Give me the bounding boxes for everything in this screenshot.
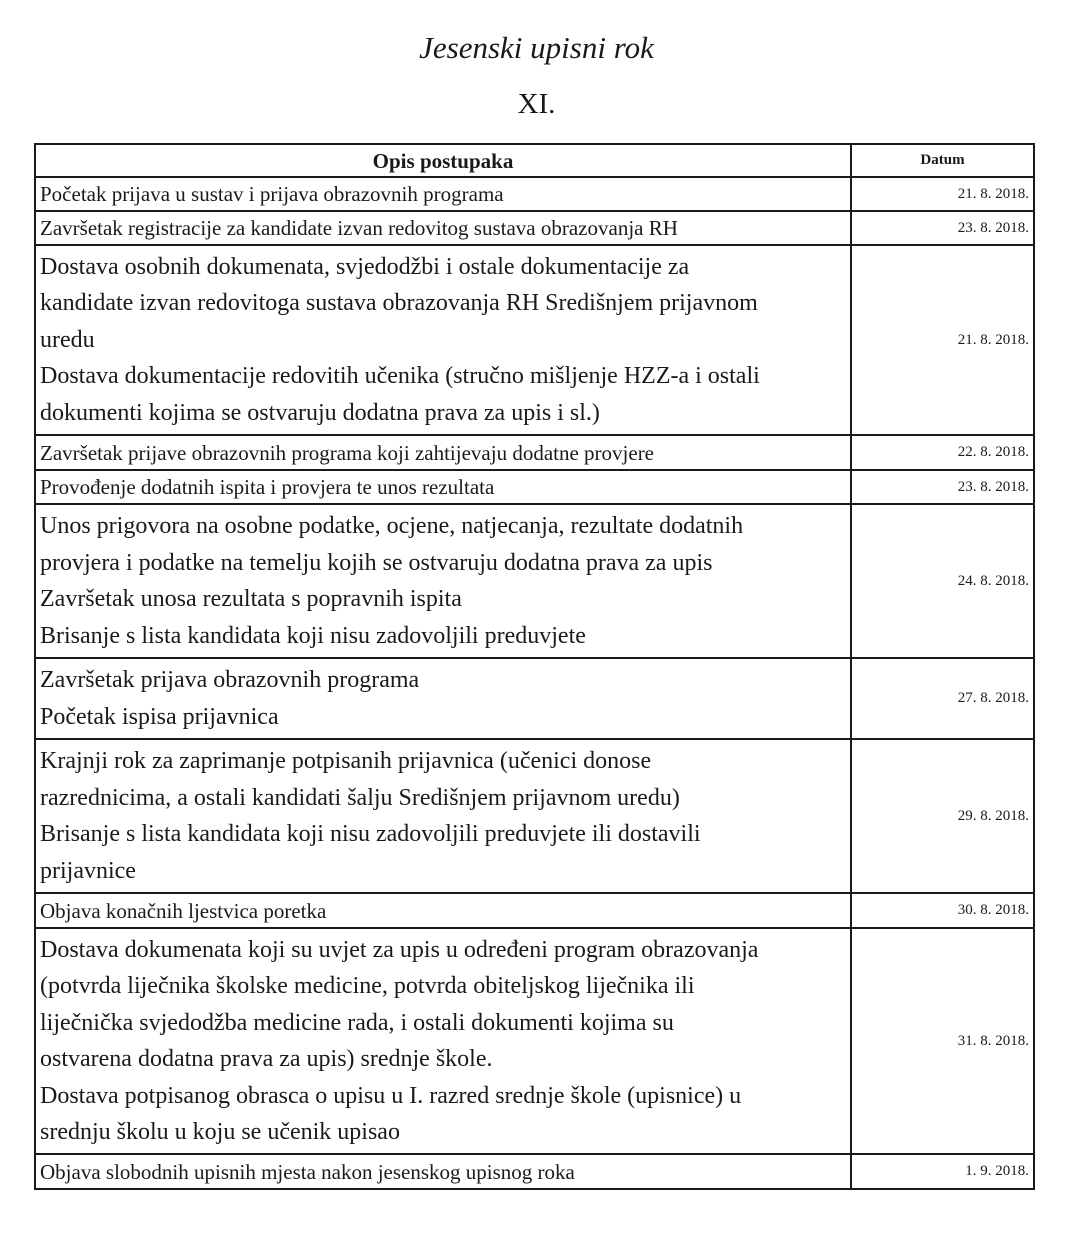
description-line: Završetak unosa rezultata s popravnih ispita xyxy=(40,586,462,612)
procedure-date: 22. 8. 2018. xyxy=(851,435,1034,470)
procedure-description xyxy=(35,1154,851,1189)
description-line: provjera i podatke na temelju kojih se ostvaruju dodatna prava za upis xyxy=(40,549,713,576)
procedure-date: 23. 8. 2018. xyxy=(851,470,1034,504)
schedule-table xyxy=(34,143,1035,1190)
description-line: prijavnice xyxy=(40,857,136,884)
header-description: Opis postupaka xyxy=(35,144,851,177)
section-number: XI. xyxy=(517,88,556,120)
description-line: Dostava osobnih dokumenata, svjedodžbi i ostale dokumentacije za xyxy=(40,253,690,280)
procedure-date: 23. 8. 2018. xyxy=(851,211,1034,245)
procedure-date: 21. 8. 2018. xyxy=(851,245,1034,435)
procedure-description xyxy=(35,177,851,211)
description-line: Brisanje s lista kandidata koji nisu zadovoljili preduvjete ili dostavili xyxy=(40,821,701,847)
description-line: Provođenje dodatnih ispita i provjera te unos rezultata xyxy=(40,475,495,499)
description-line: Dostava potpisanog obrasca o upisu u I. razred srednje škole (upisnice) u xyxy=(40,1082,742,1109)
description-line: Završetak prijava obrazovnih programa xyxy=(40,667,420,693)
document-title: Jesenski upisni rok xyxy=(419,30,654,65)
procedure-description xyxy=(35,470,851,504)
procedure-date: 27. 8. 2018. xyxy=(851,658,1034,739)
procedure-description xyxy=(35,211,851,245)
table-row xyxy=(35,739,1034,893)
description-line: Brisanje s lista kandidata koji nisu zadovoljili preduvjete xyxy=(40,622,586,649)
description-line: Početak prijava u sustav i prijava obrazovnih programa xyxy=(40,182,504,206)
description-line: Dostava dokumentacije redovitih učenika (stručno mišljenje HZZ-a i ostali xyxy=(40,363,760,390)
table-row xyxy=(35,245,1034,435)
table-row xyxy=(35,1154,1034,1189)
description-line: Početak ispisa prijavnica xyxy=(40,703,279,730)
description-line: uredu xyxy=(40,326,95,353)
description-line: Krajnji rok za zaprimanje potpisanih prijavnica (učenici donose xyxy=(40,748,652,774)
description-line: kandidate izvan redovitoga sustava obrazovanja RH Središnjem prijavnom xyxy=(40,290,758,317)
description-line: liječnička svjedodžba medicine rada, i ostali dokumenti kojima su xyxy=(40,1009,674,1036)
table-header-row xyxy=(35,144,1034,177)
description-line: Unos prigovora na osobne podatke, ocjene, natjecanja, rezultate dodatnih xyxy=(40,513,744,539)
table-row xyxy=(35,177,1034,211)
table-row xyxy=(35,893,1034,928)
description-line: Završetak registracije za kandidate izvan redovitog sustava obrazovanja RH xyxy=(40,216,678,240)
procedure-description xyxy=(35,928,851,1154)
description-line: Završetak prijave obrazovnih programa koji zahtijevaju dodatne provjere xyxy=(40,440,655,465)
table-row xyxy=(35,470,1034,504)
description-line: Dostava dokumenata koji su uvjet za upis u određeni program obrazovanja xyxy=(40,936,759,963)
procedure-description xyxy=(35,435,851,470)
schedule-body xyxy=(35,177,1034,1189)
procedure-date: 30. 8. 2018. xyxy=(851,893,1034,928)
procedure-description xyxy=(35,245,851,435)
description-line: Objava slobodnih upisnih mjesta nakon jesenskog upisnog roka xyxy=(40,1159,575,1184)
description-line: Objava konačnih ljestvica poretka xyxy=(40,898,327,923)
table-row xyxy=(35,928,1034,1154)
table-row xyxy=(35,504,1034,658)
table-row xyxy=(35,435,1034,470)
procedure-description xyxy=(35,504,851,658)
description-line: (potvrda liječnika školske medicine, potvrda obiteljskog liječnika ili xyxy=(40,973,695,999)
procedure-date: 24. 8. 2018. xyxy=(851,504,1034,658)
procedure-date: 31. 8. 2018. xyxy=(851,928,1034,1154)
description-line: razrednicima, a ostali kandidati šalju Središnjem prijavnom uredu) xyxy=(40,784,680,811)
table-row xyxy=(35,658,1034,739)
procedure-description xyxy=(35,739,851,893)
description-line: srednju školu u koju se učenik upisao xyxy=(40,1119,400,1145)
description-line: ostvarena dodatna prava za upis) srednje škole. xyxy=(40,1046,493,1072)
procedure-description xyxy=(35,658,851,739)
table-row xyxy=(35,211,1034,245)
procedure-date: 1. 9. 2018. xyxy=(851,1154,1034,1189)
procedure-date: 21. 8. 2018. xyxy=(851,177,1034,211)
procedure-date: 29. 8. 2018. xyxy=(851,739,1034,893)
description-line: dokumenti kojima se ostvaruju dodatna prava za upis i sl.) xyxy=(40,399,600,426)
header-date: Datum xyxy=(851,144,1034,177)
procedure-description xyxy=(35,893,851,928)
